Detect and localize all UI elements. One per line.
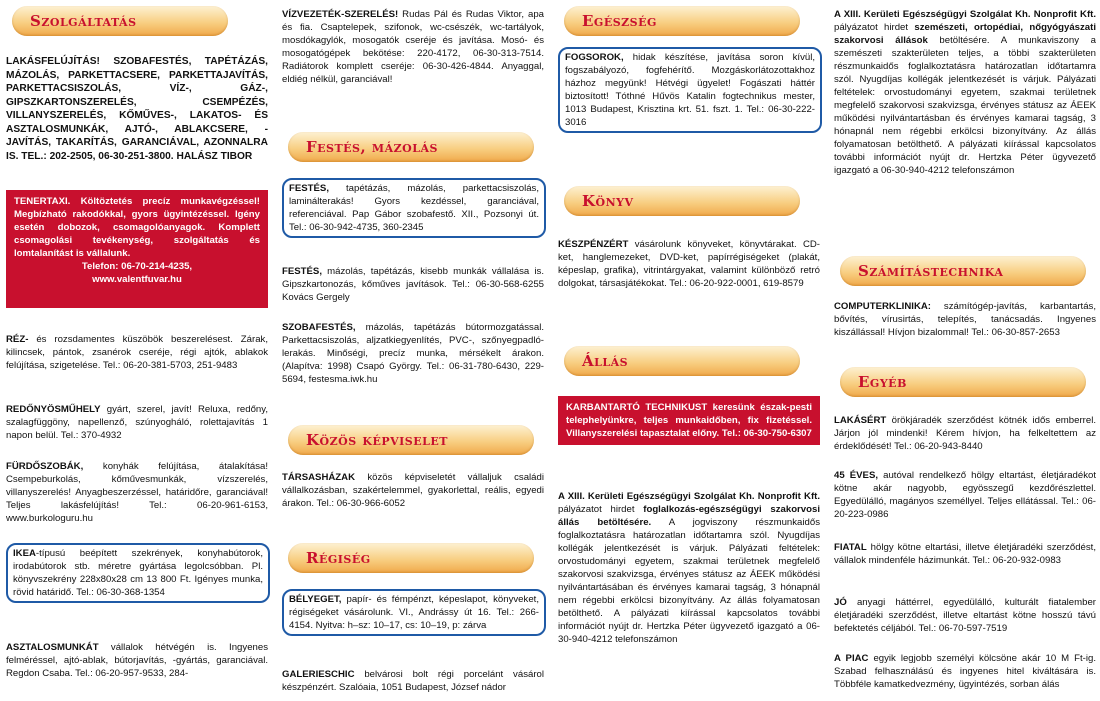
section-header-regiseg: Régiség xyxy=(288,543,534,573)
ad-a-piac: A PIAC egyik legjobb személyi kölcsöne akár 10 M Ft-ig. Szabad felhasználású és ingyenes hitel kiváltására is. Többféle kamatkedvezmény, ügyintézés, sorban álás xyxy=(834,653,1096,690)
ad-ikea: IKEA-típusú beépített szekrények, konyhabútorok, irodabútorok stb. méretre gyártása legolcsóbban. Pl. könyvszekrény 228x80x28 cm 13 800 Ft. Igényes munka, rövid határidő. Tel.: 06-30-368-1354 xyxy=(6,543,270,603)
ad-festes-kovacs: FESTÉS, mázolás, tapétázás, kisebb munkák vállalása is. Gipszkartonozás, kőműves javítások. Tel.: 06-30-568-6255 Kovács Gergely xyxy=(282,266,544,303)
ad-asztalosmunka: ASZTALOSMUNKÁT vállalok hétvégén is. Ingyenes felméréssel, ajtó-ablak, bútorjavítás, -gyártás, garanciával. Regdon Csaba. Tel.: 06-20-957-9533, 284- xyxy=(6,642,268,679)
ad-fiatal: FIATAL hölgy kötne eltartási, illetve életjáradéki szerződést, vállalok mindenféle házimunkát. Tel.: 06-20-932-0983 xyxy=(834,542,1096,566)
section-header-allas: Állás xyxy=(564,346,800,376)
section-header-szamitastechnika: Számítástechnika xyxy=(840,256,1086,286)
section-header-szolgaltatas: Szolgáltatás xyxy=(12,6,228,36)
ad-computerklinika: COMPUTERKLINIKA: számítógép-javítás, karbantartás, bővítés, vírusirtás, telepítés, tanácsadás. Ingyenes kiszállással! Hívjon bizalommal! Tel.: 06-30-857-2653 xyxy=(834,301,1096,338)
section-header-egyeb: Egyéb xyxy=(840,367,1086,397)
ad-xiii-foglalkozas: A XIII. Kerületi Egészségügyi Szolgálat Kh. Nonprofit Kft. pályázatot hirdet foglalkozás-egészségügyi szakorvosi állás betöltésére. A jogviszony részmunkaidős foglalkoztatásra határozatlan időtartamra szól. Nyugdíjas kollégák jelentkezését is várjuk. Pályázati feltételek: orvostudományi egyetem, szakmai területnek megfelelő szakorvosi szakvizsga, érvényes státusz az ÁEEK működési nyilvántartásában és érvényes kamarai tagság, 3 hónapnál nem régebbi erkölcsi bizonyítvány. Az állás folyamatosan betölthető. A pályázati kiírással kapcsolatos további információt nyújt dr. Hertzka Péter ügyvezető igazgató a 06-30-940-4212 telefonszámon xyxy=(558,491,820,645)
ad-belyeget: BÉLYEGET, papír- és fémpénzt, képeslapot, könyveket, régiségeket vásárolunk. VI., Andrássy út 16. Tel.: 266-4154. Nyitva: h–sz: 10–17, cs: 10–19, p: zárva xyxy=(282,589,546,636)
ad-tarsashazak: TÁRSASHÁZAK közös képviseletét vállaljuk családi vállalkozásban, szakértelemmel, gyakorlettal, reális, egyedi árakon. Tel.: 06-30-966-6052 xyxy=(282,472,544,509)
ad-vizvezetek: VÍZVEZETÉK-SZERELÉS! Rudas Pál és Rudas Viktor, apa és fia. Csaptelepek, szifonok, wc-csészék, wc-tartályok, mosdókagylók, mosogatók cseréje és javítása. Mosó- és mosogatógépek bekötése: 220-4172, 06-30-313-7514. Radiátorok komplett cseréje: 06-30-426-4844. Anyaggal, eldiég nélkül, garanciával! xyxy=(282,9,544,85)
ad-xiii-szemeszeti: A XIII. Kerületi Egészségügyi Szolgálat Kh. Nonprofit Kft. pályázatot hirdet szemészeti, ortopédiai, nőgyógyászati szakorvosi állások betöltésére. A munkaviszony a szemészeti szakterületen teljes, a többi szakterületen részmunkaidős foglalkoztatásra határozatlan időtartamra szól. Nyugdíjas kollégák jelentkezését is várjuk. Pályázati feltételek: orvostudományi egyetem, szakmai területnek megfelelő szakorvosi szakvizsga, érvényes státusz az ÁEEK működési nyilvántartásban és érvényes kamarai tagság, 3 hónapnál nem régebbi erkölcsi bizonyítvány. Az állás folyamatosan betölthető. A pályázati kiírással kapcsolatos további információt nyújt dr. Hertzka Péter ügyvezető igazgató a 06-30-940-4212 telefonszámon xyxy=(834,9,1096,176)
ad-furdoszobak: FÜRDŐSZOBÁK, konyhák felújítása, átalakítása! Csempeburkolás, kőművesmunkák, vízszerelés, villanyszerelés! Anyagbeszerzéssel, határidőre, garanciával! Teljes lakásfelújítás! Tel.: 06-20-961-6153, www.burkologuru.hu xyxy=(6,461,268,524)
tenertaxi-phone: Telefon: 06-70-214-4235, xyxy=(81,261,193,272)
tenertaxi-web[interactable]: www.valentfuvar.hu xyxy=(92,274,182,285)
ad-keszpenzert: KÉSZPÉNZÉRT vásárolunk könyveket, könyvtárakat. CD-ket, hanglemezeket, DVD-ket, papírrégiségeket (plakát, képeslap, grafika), vitrintárgyakat, valamint különböző retró dolgokat, társasjátékokat. Tel.: 06-20-922-0001, 619-8579 xyxy=(558,239,820,289)
ad-redonyosmuhely: REDŐNYÖSMŰHELY gyárt, szerel, javít! Reluxa, redőny, szalagfüggöny, napellenző, szúnyogháló, rolettajavítás 1 napon belül. Tel.: 370-4932 xyxy=(6,404,268,441)
ad-45-eves: 45 ÉVES, autóval rendelkező hölgy eltartást, életjáradékot kötne akár nagyobb, egyösszegű kezdőrészlettel. Egyedülálló, magányos személlyel. Teljes ellátással. Tel.: 06-20-223-0986 xyxy=(834,470,1096,520)
ad-lakasfelujitas: LAKÁSFELÚJÍTÁS! SZOBAFESTÉS, TAPÉTÁZÁS, MÁZOLÁS, PARKETTACSERE, PARKETTAJAVÍTÁS, PARKETTACSISZOLÁS, VÍZ-, GÁZ-, GIPSZKARTONSZERELÉS, CSEMPÉZÉS, VILLANYSZERELÉS, KŐMŰVES-, LAKATOS- ÉS ASZTALOSMUNKÁK, AJTÓ-, ABLAKCSERE, -JAVÍTÁS, TAKARÍTÁS, GARANCIÁVAL, AZONNALRA IS. TEL.: 202-2505, 06-30-251-3800. HALÁSZ TIBOR xyxy=(6,56,268,162)
ad-rez: RÉZ- és rozsdamentes küszöbök beszerelésest. Zárak, kilincsek, pántok, zsanérok cseréje, régi ajtók, ablakok felújítása, szigetelése. Tel.: 06-20-381-5703, 251-9483 xyxy=(6,334,268,371)
ad-szobafestes: SZOBAFESTÉS, mázolás, tapétázás bútormozgatással. Parkettacsiszolás, aljzatkiegyenlítés, PVC-, szőnyegpadló-lerakás. Minőségi, precíz munka, mérsékelt árakon. (Alapítva: 1998) Csapó György. Tel.: 06-31-780-6430, 229-5694, festesma.iwk.hu xyxy=(282,322,544,385)
section-header-egeszseg: Egészség xyxy=(564,6,800,36)
section-header-konyv: Könyv xyxy=(564,186,800,216)
ad-festes-pap: FESTÉS, tapétázás, mázolás, parkettacsiszolás, laminálterakás! Gyors kezdéssel, garanciával, referenciával. Pap Gábor szobafestő. XII., Pozsonyi út. Tel.: 06-30-942-4735, 360-2345 xyxy=(282,178,546,238)
ad-tenertaxi xyxy=(6,190,268,308)
section-header-festes: Festés, mázolás xyxy=(288,132,534,162)
ad-lakasert: LAKÁSÉRT örökjáradék szerződést kötnék idős emberrel. Járjon jól mindenki! Kérem hívjon, ha felkeltettem az érdeklődését! Tel.: 06-20-943-8440 xyxy=(834,415,1096,452)
ad-jo: JÓ anyagi háttérrel, egyedülálló, kulturált fiatalember életjáradéki szerződést, illetve eltartást kötne hosszú távú befektetés céljából. Tel.: 06-70-597-7519 xyxy=(834,597,1096,634)
ad-karbantarto: KARBANTARTÓ TECHNIKUST keresünk észak-pesti telephelyünkre, teljes munkaidőben, fix fizetéssel. Villanyszerelési tapasztalat előny. Tel.: 06-30-750-6307 xyxy=(558,396,820,445)
section-header-kozos-kepviselet: Közös képviselet xyxy=(288,425,534,455)
ad-fogsorok: FOGSOROK, hidak készítése, javítása soron kívül, fogszabályozó, fogfehérítő. Mozgáskorlátozottakhoz házhoz megyünk! Hétvégi ügyelet! Fogászati háttér biztosított! Tóthné Hűvös Katalin fogtechnikus mester, 1013 Budapest, Krisztina krt. 51. fszt. 1. Tel.: 06-30-222-3016 xyxy=(558,47,822,133)
ad-galerieschic: GALERIESCHIC belvárosi bolt régi porcelánt vásárol készpénzért. Szalóaia, 1051 Budapest, József nádor xyxy=(282,669,544,693)
tenertaxi-text: TENERTAXI. Költöztetés precíz munkavégzéssel! Megbízható rakodókkal, gyors ügyintézéssel. Igény esetén dobozok, csomagolóanyagok. Komplett csomagolási tevékenység, szolgáltatás és lomtalanítást is vállalunk. xyxy=(14,196,260,259)
